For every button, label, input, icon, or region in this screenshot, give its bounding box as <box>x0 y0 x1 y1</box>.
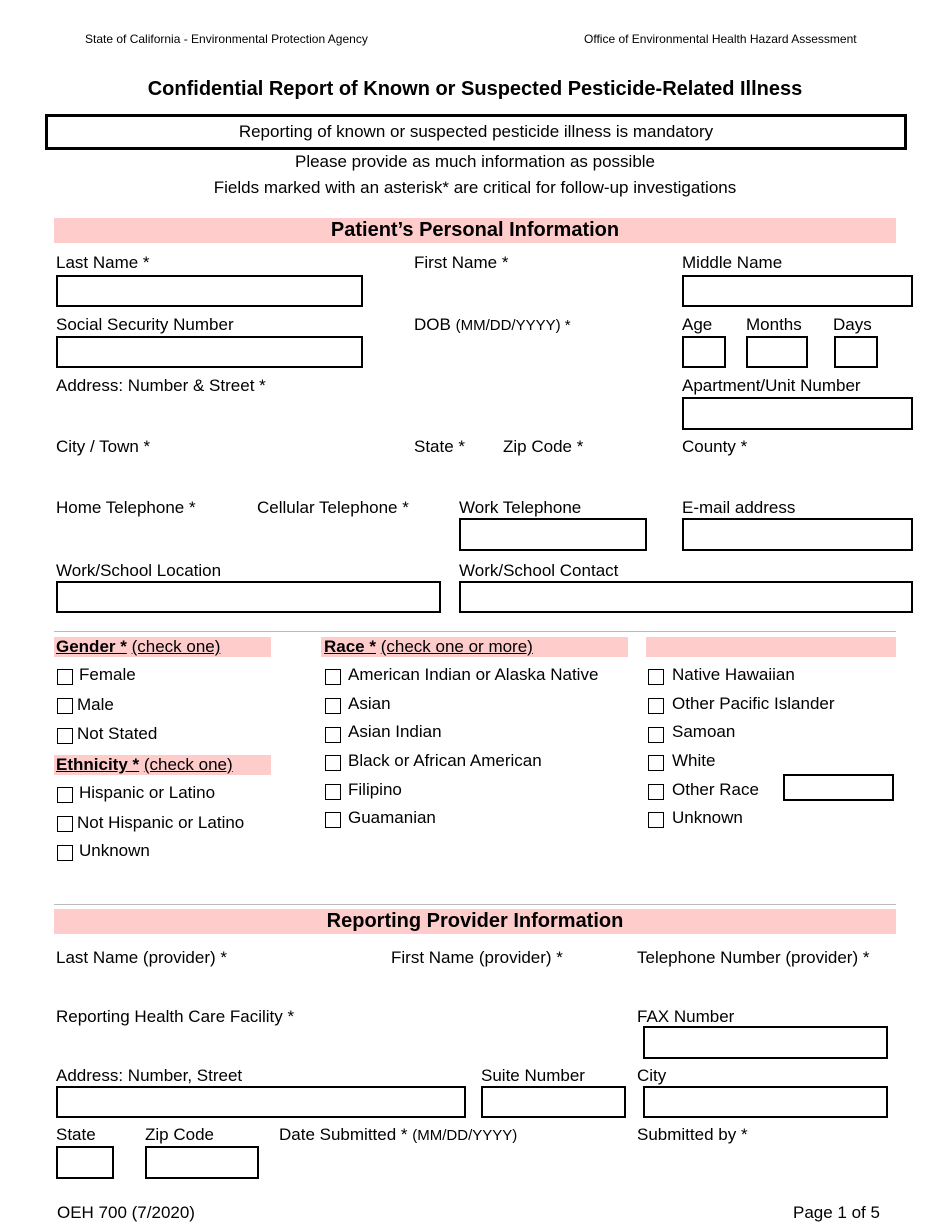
race-white-label: White <box>672 751 716 770</box>
provider-address-label: Address: Number, Street <box>56 1066 243 1085</box>
dob-label: DOB (MM/DD/YYYY) * <box>414 315 571 334</box>
race-black-label: Black or African American <box>348 751 542 770</box>
race-title: Race * (check one or more) <box>324 637 533 656</box>
apartment-field[interactable] <box>682 397 913 430</box>
race-other-field[interactable] <box>783 774 894 801</box>
race-filipino-label: Filipino <box>348 780 402 799</box>
provider-city-label: City <box>637 1066 667 1085</box>
race-american-indian-checkbox[interactable] <box>325 669 341 685</box>
ethnicity-hispanic-label: Hispanic or Latino <box>79 783 216 802</box>
race-samoan-label: Samoan <box>672 722 736 741</box>
provider-state-label: State <box>56 1125 96 1144</box>
race-other-checkbox[interactable] <box>648 784 664 800</box>
email-label: E-mail address <box>682 498 796 517</box>
first-name-label: First Name * <box>414 253 509 272</box>
provider-zip-label: Zip Code <box>145 1125 214 1144</box>
provider-address-field[interactable] <box>56 1086 466 1118</box>
provider-state-field[interactable] <box>56 1146 114 1179</box>
race-asian-checkbox[interactable] <box>325 698 341 714</box>
race-samoan-checkbox[interactable] <box>648 727 664 743</box>
agency-left: State of California - Environmental Protection Agency <box>85 32 368 46</box>
race-other-pacific-label: Other Pacific Islander <box>672 694 835 713</box>
work-location-label: Work/School Location <box>56 561 222 580</box>
provider-divider <box>54 904 896 905</box>
race-asian-indian-label: Asian Indian <box>348 722 442 741</box>
intro-line-1: Please provide as much information as possible <box>294 152 656 171</box>
ethnicity-unknown-label: Unknown <box>79 841 150 860</box>
provider-zip-field[interactable] <box>145 1146 259 1179</box>
mandatory-notice: Reporting of known or suspected pesticide illness is mandatory <box>45 114 907 150</box>
race-guamanian-checkbox[interactable] <box>325 812 341 828</box>
section-divider <box>54 631 896 632</box>
last-name-field[interactable] <box>56 275 363 307</box>
city-label: City / Town * <box>56 437 151 456</box>
ethnicity-title: Ethnicity * (check one) <box>56 755 233 774</box>
race-unknown-label: Unknown <box>672 808 743 827</box>
home-phone-label: Home Telephone * <box>56 498 196 517</box>
date-submitted-label: Date Submitted * (MM/DD/YYYY) <box>279 1125 518 1144</box>
race-american-indian-label: American Indian or Alaska Native <box>348 665 599 684</box>
email-field[interactable] <box>682 518 913 551</box>
provider-first-name-label: First Name (provider) * <box>391 948 563 967</box>
race-other-pacific-checkbox[interactable] <box>648 698 664 714</box>
address-label: Address: Number & Street * <box>56 376 266 395</box>
race-black-checkbox[interactable] <box>325 755 341 771</box>
page-number: Page 1 of 5 <box>793 1203 880 1222</box>
work-contact-field[interactable] <box>459 581 913 613</box>
fax-field[interactable] <box>643 1026 888 1059</box>
work-phone-field[interactable] <box>459 518 647 551</box>
race-other-label: Other Race <box>672 780 759 799</box>
gender-male-checkbox[interactable] <box>57 698 73 714</box>
ethnicity-hispanic-checkbox[interactable] <box>57 787 73 803</box>
gender-male-label: Male <box>77 695 114 714</box>
cell-phone-label: Cellular Telephone * <box>257 498 409 517</box>
gender-female-label: Female <box>79 665 136 684</box>
suite-field[interactable] <box>481 1086 626 1118</box>
apartment-label: Apartment/Unit Number <box>682 376 861 395</box>
intro-line-2: Fields marked with an asterisk* are critical for follow-up investigations <box>213 178 737 197</box>
months-label: Months <box>746 315 802 334</box>
age-field[interactable] <box>682 336 726 368</box>
provider-section-title: Reporting Provider Information <box>54 909 896 934</box>
provider-last-name-label: Last Name (provider) * <box>56 948 228 967</box>
months-field[interactable] <box>746 336 808 368</box>
form-title: Confidential Report of Known or Suspected Pesticide-Related Illness <box>147 78 803 100</box>
work-phone-label: Work Telephone <box>459 498 582 517</box>
ethnicity-not-hispanic-checkbox[interactable] <box>57 816 73 832</box>
race-native-hawaiian-label: Native Hawaiian <box>672 665 795 684</box>
age-label: Age <box>682 315 713 334</box>
facility-label: Reporting Health Care Facility * <box>56 1007 295 1026</box>
race-header-bg-2 <box>646 637 896 657</box>
race-unknown-checkbox[interactable] <box>648 812 664 828</box>
race-white-checkbox[interactable] <box>648 755 664 771</box>
race-guamanian-label: Guamanian <box>348 808 436 827</box>
gender-female-checkbox[interactable] <box>57 669 73 685</box>
ethnicity-not-hispanic-label: Not Hispanic or Latino <box>77 813 245 832</box>
agency-right: Office of Environmental Health Hazard Assessment <box>584 32 857 46</box>
ethnicity-unknown-checkbox[interactable] <box>57 845 73 861</box>
days-label: Days <box>833 315 872 334</box>
work-location-field[interactable] <box>56 581 441 613</box>
middle-name-label: Middle Name <box>682 253 783 272</box>
fax-label: FAX Number <box>637 1007 735 1026</box>
work-contact-label: Work/School Contact <box>459 561 619 580</box>
submitted-by-label: Submitted by * <box>637 1125 748 1144</box>
ssn-label: Social Security Number <box>56 315 234 334</box>
zip-label: Zip Code * <box>503 437 584 456</box>
middle-name-field[interactable] <box>682 275 913 307</box>
gender-title: Gender * (check one) <box>56 637 221 656</box>
provider-city-field[interactable] <box>643 1086 888 1118</box>
gender-not-stated-checkbox[interactable] <box>57 728 73 744</box>
patient-section-title: Patient’s Personal Information <box>54 218 896 243</box>
ssn-field[interactable] <box>56 336 363 368</box>
race-asian-label: Asian <box>348 694 391 713</box>
race-filipino-checkbox[interactable] <box>325 784 341 800</box>
state-label: State * <box>414 437 466 456</box>
county-label: County * <box>682 437 748 456</box>
provider-telephone-label: Telephone Number (provider) * <box>637 948 870 967</box>
gender-not-stated-label: Not Stated <box>77 724 158 743</box>
race-asian-indian-checkbox[interactable] <box>325 727 341 743</box>
suite-label: Suite Number <box>481 1066 585 1085</box>
race-native-hawaiian-checkbox[interactable] <box>648 669 664 685</box>
form-id: OEH 700 (7/2020) <box>57 1203 195 1222</box>
last-name-label: Last Name * <box>56 253 150 272</box>
days-field[interactable] <box>834 336 878 368</box>
